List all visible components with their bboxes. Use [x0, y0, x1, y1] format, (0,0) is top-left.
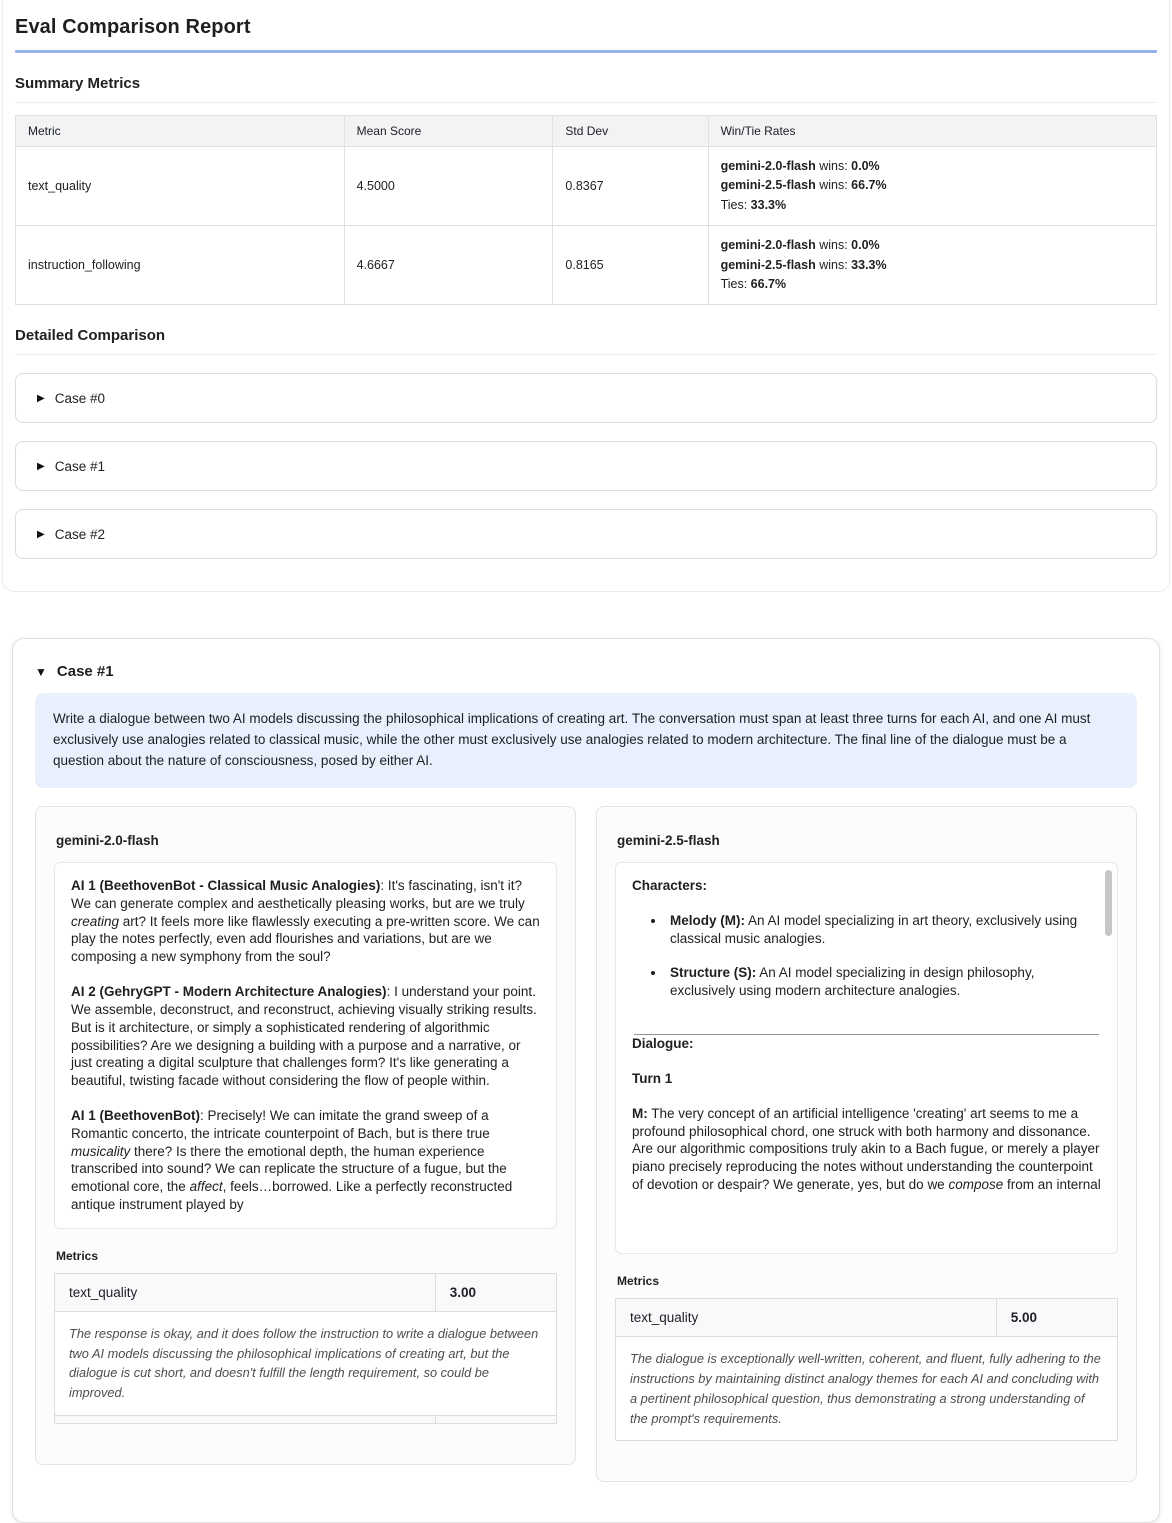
list-item: • Structure (S): An AI model specializing in design philosophy, exclusively using modern architecture analogies. [666, 964, 1101, 1000]
metric-row [616, 1299, 1117, 1336]
column-header-win-tie-rates: Win/Tie Rates [708, 116, 1156, 147]
dialogue-heading: Dialogue: [632, 1036, 694, 1052]
metric-name: text_quality [616, 1299, 997, 1336]
mean-score-cell: 4.6667 [344, 226, 553, 305]
characters-heading: Characters: [632, 878, 708, 894]
mean-score-cell: 4.5000 [344, 147, 553, 226]
column-header-std-dev: Std Dev [553, 116, 708, 147]
case-toggle-case-2[interactable] [15, 509, 1157, 559]
win-tie-cell [708, 147, 1156, 226]
metric-name-cell: instruction_following [16, 226, 345, 305]
summary-metrics-heading: Summary Metrics [15, 75, 1157, 103]
response-paragraph: M: The very concept of an artificial intelligence 'creating' art seems to me a profound philosophical chord, one struck with both harmony and dissonance. Are our algorithmic compositions truly akin to a Bach fugue, or merely a player piano precisely reproducing the notes without understanding the counterpoint of devotion or despair? We generate, yes, but do we compose from an internal [632, 1105, 1101, 1192]
response-text-gemini-2-5-flash[interactable] [615, 862, 1118, 1254]
expanded-case-card [12, 638, 1160, 1523]
candidate-card-gemini-2-5-flash [596, 806, 1137, 1482]
column-header-mean-score: Mean Score [344, 116, 553, 147]
win-rate-line: gemini-2.5-flash wins: 66.7% [720, 178, 887, 193]
chevron-right-icon: ▶ [37, 460, 45, 472]
metric-score: 5.00 [1010, 1310, 1038, 1326]
metric-score: 3.00 [449, 1284, 477, 1300]
metrics-table [54, 1273, 557, 1424]
metric-name-cell: text_quality [16, 147, 345, 226]
case-label: Case #0 [54, 390, 105, 406]
page-title: Eval Comparison Report [15, 16, 251, 38]
response-paragraph: AI 1 (BeethovenBot - Classical Music Analogies): It's fascinating, isn't it? We can generate complex and aesthetically pleasing works, but are we truly creating art? It feels more like flawlessly executing a pre-written score. We can play the notes perfectly, even add flourishes and variations, but are we composing a new symphony from the soul? [71, 878, 540, 965]
metric-row-partial [55, 1415, 556, 1423]
metrics-heading: Metrics [617, 1274, 660, 1289]
prompt-box: Write a dialogue between two AI models discussing the philosophical implications of creating art. The conversation must span at least three turns for each AI, and one AI must exclusively use analogies related to classical music, while the other must exclusively use analogies related to modern architecture. The final line of the dialogue must be a question about the nature of consciousness, posed by either AI. [35, 693, 1137, 788]
report-card [2, 0, 1170, 592]
title-accent-rule [15, 50, 1157, 53]
win-tie-cell [708, 226, 1156, 305]
list-item: • Melody (M): An AI model specializing in art theory, exclusively using classical music analogies. [666, 912, 1101, 948]
chevron-right-icon: ▶ [37, 392, 45, 404]
metrics-heading: Metrics [56, 1248, 99, 1263]
candidate-card-gemini-2-0-flash [35, 806, 576, 1465]
metric-explanation: The dialogue is exceptionally well-written, coherent, and fluent, fully adhering to the instructions by maintaining distinct analogy themes for each AI and concluding with a pertinent philosophical question, thus demonstrating a strong understanding of the prompt's requirements. [616, 1336, 1117, 1440]
metric-name: text_quality [55, 1274, 436, 1311]
turn-heading: Turn 1 [632, 1070, 673, 1086]
case-toggle-case-1[interactable] [15, 441, 1157, 491]
candidate-columns [35, 806, 1137, 1482]
tie-rate-line: Ties: 33.3% [720, 197, 787, 212]
metric-row [55, 1274, 556, 1311]
model-name: gemini-2.5-flash [617, 833, 720, 849]
win-rate-line: gemini-2.0-flash wins: 0.0% [720, 159, 880, 173]
table-row [16, 147, 1157, 226]
case-toggle-expanded-case-1[interactable] [35, 663, 1137, 680]
model-name: gemini-2.0-flash [56, 833, 159, 849]
win-rate-line: gemini-2.5-flash wins: 33.3% [720, 257, 887, 272]
response-paragraph: AI 1 (BeethovenBot): Precisely! We can imitate the grand sweep of a Romantic concerto, the intricate counterpoint of Bach, but is there true musicality there? Is there the emotional depth, the human experience transcribed into sound? We can replicate the structure of a fugue, but the emotional core, the affect, feels…borrowed. Like a perfectly reconstructed antique instrument played by [71, 1107, 513, 1213]
case-toggle-case-0[interactable] [15, 373, 1157, 423]
metric-score [436, 1416, 556, 1423]
table-header-row [16, 116, 1157, 147]
metric-explanation: The response is okay, and it does follow the instruction to write a dialogue between two AI models discussing the philosophical implications of creating art, but the dialogue is cut short, and doesn't fulfill the length requirement, so could be improved. [55, 1311, 556, 1415]
response-paragraph: AI 2 (GehryGPT - Modern Architecture Analogies): I understand your point. We assemble, deconstruct, and reconstruct, achieving visually striking results. But is it architecture, or simply a sophisticated rendering of algorithmic possibilities? Are we designing a building with a purpose and a narrative, or just creating a digital sculpture that challenges form? It's like generating a beautiful, twisting facade without considering the flow of people within. [71, 984, 537, 1089]
column-header-metric: Metric [16, 116, 345, 147]
scrollbar-thumb[interactable] [1105, 870, 1112, 936]
win-rate-line: gemini-2.0-flash wins: 0.0% [720, 238, 880, 253]
summary-metrics-table [15, 115, 1157, 305]
tie-rate-line: Ties: 66.7% [720, 276, 787, 291]
std-dev-cell: 0.8367 [553, 147, 708, 226]
table-row [16, 226, 1157, 305]
metrics-table [615, 1298, 1118, 1441]
chevron-down-icon: ▼ [35, 664, 47, 679]
case-label: Case #1 [54, 458, 105, 474]
case-label: Case #2 [54, 526, 105, 542]
expanded-case-title: Case #1 [56, 663, 114, 681]
chevron-right-icon: ▶ [37, 528, 45, 540]
response-text-gemini-2-0-flash[interactable] [54, 862, 557, 1229]
metric-name [55, 1416, 436, 1423]
std-dev-cell: 0.8165 [553, 226, 708, 305]
characters-list [632, 912, 1101, 1000]
detailed-comparison-heading: Detailed Comparison [15, 327, 1157, 355]
